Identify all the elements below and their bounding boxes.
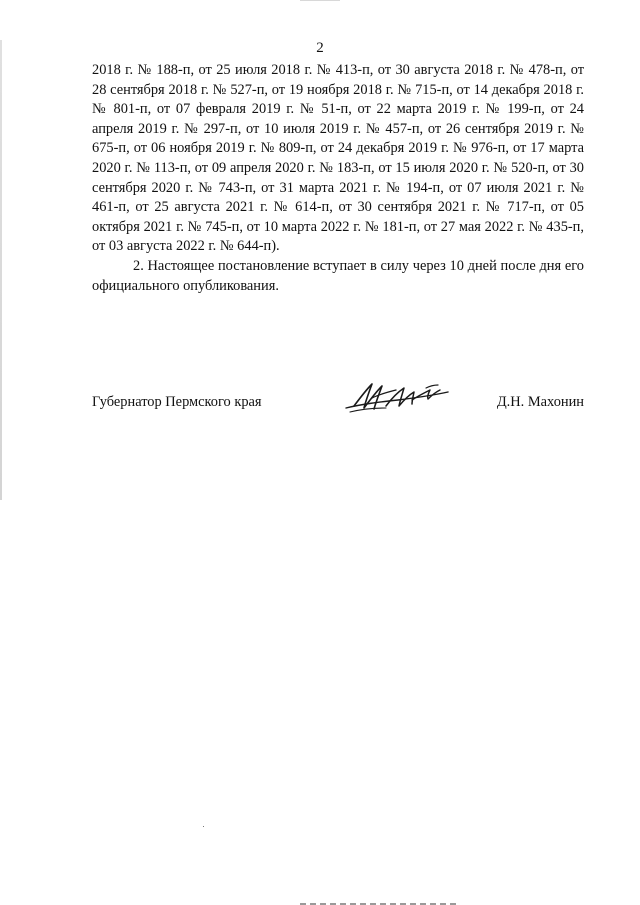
signer-title: Губернатор Пермского края [92, 394, 262, 410]
document-body [92, 61, 584, 296]
handwritten-signature [342, 378, 452, 418]
page-number: 2 [316, 40, 324, 56]
paragraph-amendments-list: 2018 г. № 188-п, от 25 июля 2018 г. № 413-п, от 30 августа 2018 г. № 478-п, от 28 сентября 2018 г. № 527-п, от 19 ноября 2018 г. № 715-п, от 14 декабря 2018 г. № 801-п, от 07 февраля 2019 г. № 51-п, от 22 марта 2019 г. № 199-п, от 24 апреля 2019 г. № 297-п, от 10 июля 2019 г. № 457-п, от 26 сентября 2019 г. № 675-п, от 06 ноября 2019 г. № 809-п, от 24 декабря 2019 г. № 976-п, от 17 марта 2020 г. № 113-п, от 09 апреля 2020 г. № 183-п, от 15 июля 2020 г. № 520-п, от 30 сентября 2020 г. № 743-п, от 31 марта 2021 г. № 194-п, от 07 июля 2021 г. № 461-п, от 25 августа 2021 г. № 614-п, от 30 сентября 2021 г. № 717-п, от 05 октября 2021 г. № 745-п, от 10 марта 2022 г. № 181-п, от 27 мая 2022 г. № 435-п, от 03 августа 2022 г. № 644-п). [92, 62, 584, 255]
signer-name: Д.Н. Махонин [496, 394, 584, 410]
scan-edge-left [0, 40, 2, 500]
scan-speck [203, 826, 204, 827]
scan-edge-top [300, 0, 340, 1]
paragraph-entry-into-force: 2. Настоящее постановление вступает в силу через 10 дней после дня его официального опубликования. [92, 257, 584, 294]
signature-block [92, 378, 584, 418]
